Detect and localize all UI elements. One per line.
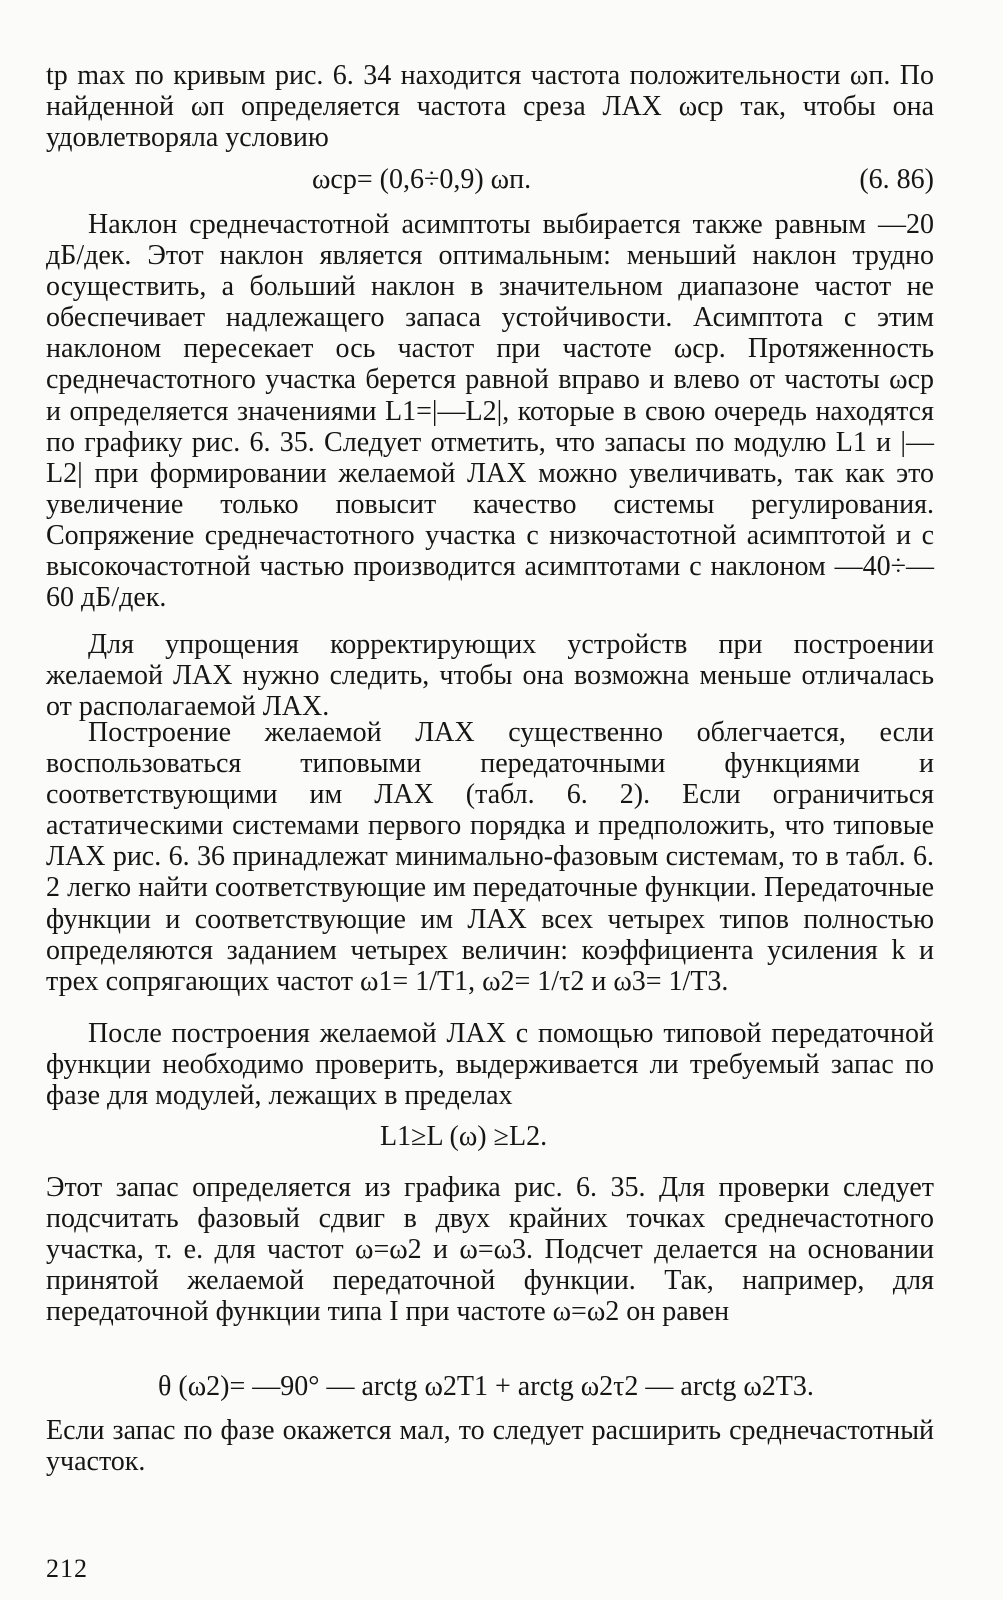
formula-inequality: L1≥L (ω) ≥L2.	[380, 1121, 548, 1152]
paragraph-text: tр max по кривым рис. 6. 34 находится частота положительности ωп. По найденной ωп определяется частота среза ЛАХ ωср так, чтобы она удовлетворяла условию	[46, 60, 934, 154]
paragraph-6	[46, 1172, 934, 1327]
paragraph-2	[46, 209, 934, 613]
page-number: 212	[46, 1554, 88, 1583]
equation-number: (6. 86)	[859, 164, 934, 195]
paragraph-text: После построения желаемой ЛАХ с помощью типовой передаточной функции необходимо проверить, выдерживается ли требуемый запас по фазе для модулей, лежащих в пределах	[46, 1018, 934, 1112]
paragraph-4	[46, 717, 934, 997]
paragraph-text: Если запас по фазе окажется мал, то следует расширить среднечастотный участок.	[46, 1415, 934, 1478]
paragraph-text: Наклон среднечастотной асимптоты выбирается также равным —20 дБ/дек. Этот наклон является оптимальным: меньший наклон трудно осуществить, а больший наклон в значительном диапазоне частот не обеспечивает надлежащего запаса устойчивости. Асимптота с этим наклоном пересекает ось частот при частоте ωср. Протяженность среднечастотного участка берется равной вправо и влево от частоты ωср и определяется значениями L1=|—L2|, которые в свою очередь находятся по графику рис. 6. 35. Следует отметить, что запасы по модулю L1 и |—L2| при формировании желаемой ЛАХ можно увеличивать, так как это увеличение только повысит качество системы регулирования. Сопряжение среднечастотного участка с низкочастотной асимптотой и с высокочастотной частью производится асимптотами с наклоном —40÷—60 дБ/дек.	[46, 209, 934, 614]
paragraph-1	[46, 60, 934, 153]
paragraph-7	[46, 1415, 934, 1477]
paragraph-5	[46, 1018, 934, 1111]
paragraph-text: Для упрощения корректирующих устройств при построении желаемой ЛАХ нужно следить, чтобы она возможна меньше отличалась от располагаемой ЛАХ.	[46, 629, 934, 723]
paragraph-text: Построение желаемой ЛАХ существенно облегчается, если воспользоваться типовыми передаточными функциями и соответствующими им ЛАХ (табл. 6. 2). Если ограничиться астатическими системами первого порядка и предположить, что типовые ЛАХ рис. 6. 36 принадлежат минимально-фазовым системам, то в табл. 6. 2 легко найти соответствующие им передаточные функции. Передаточные функции и соответствующие им ЛАХ всех четырех типов полностью определяются заданием четырех величин: коэффициента усиления k и трех сопрягающих частот ω1= 1/T1, ω2= 1/τ2 и ω3= 1/T3.	[46, 717, 934, 997]
formula-phase: θ (ω2)= —90° — arctg ω2T1 + arctg ω2τ2 — arctg ω2T3.	[158, 1371, 814, 1402]
paragraph-3	[46, 629, 934, 722]
formula-6-86: ωср= (0,6÷0,9) ωп.	[312, 164, 532, 195]
paragraph-text: Этот запас определяется из графика рис. 6. 35. Для проверки следует подсчитать фазовый сдвиг в двух крайних точках среднечастотного участка, т. е. для частот ω=ω2 и ω=ω3. Подсчет делается на основании принятой желаемой передаточной функции. Так, например, для передаточной функции типа I при частоте ω=ω2 он равен	[46, 1172, 934, 1328]
